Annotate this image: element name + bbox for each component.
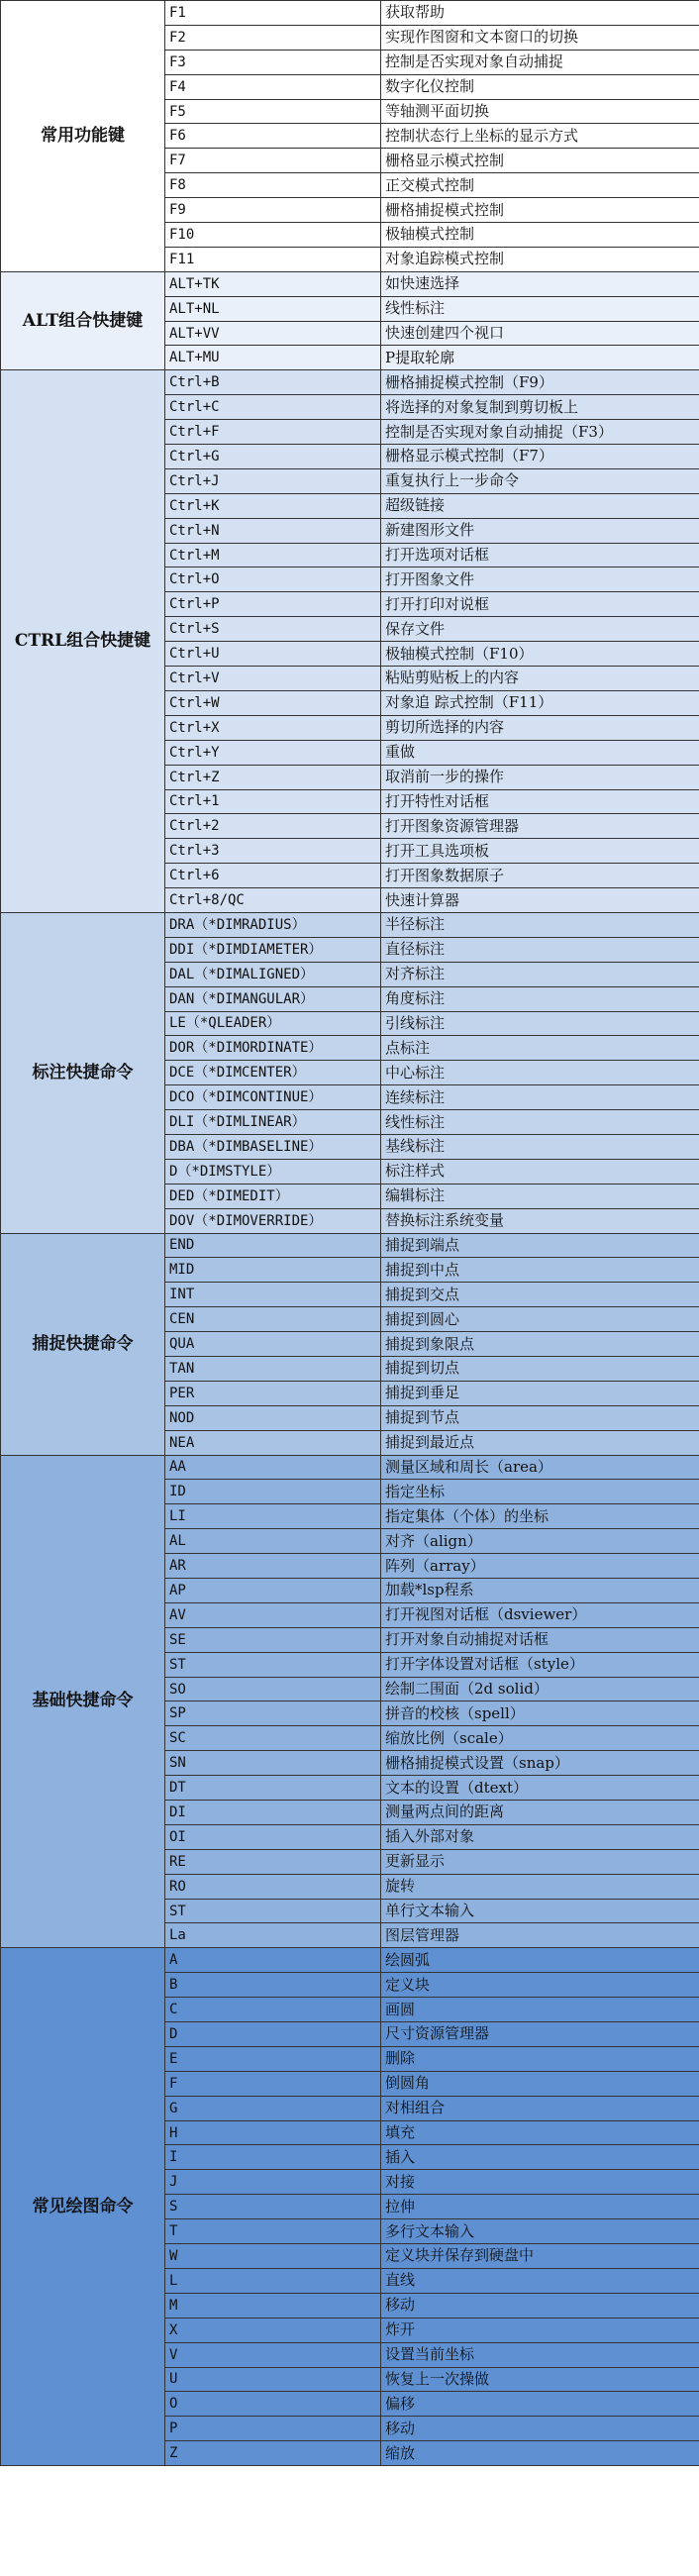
shortcut-key-cell: INT [165,1283,381,1307]
shortcut-description-cell: 绘制二围面（2d solid） [381,1677,699,1701]
shortcut-key-cell: DAL（*DIMALIGNED） [165,962,381,986]
table-row [1,1,699,26]
shortcut-description-cell: 打开选项对话框 [381,543,699,567]
shortcut-key-cell: Ctrl+Z [165,765,381,789]
shortcut-key-cell: OI [165,1824,381,1849]
shortcut-key-cell: SE [165,1627,381,1652]
shortcut-description-cell: 捕捉到最近点 [381,1430,699,1455]
shortcut-description-cell: 实现作图窗和文本窗口的切换 [381,25,699,50]
shortcut-key-cell: F5 [165,99,381,124]
shortcut-key-cell: DOR（*DIMORDINATE） [165,1036,381,1061]
shortcut-description-cell: 控制是否实现对象自动捕捉（F3） [381,420,699,445]
shortcut-key-cell: W [165,2244,381,2269]
shortcut-key-cell: F4 [165,74,381,99]
shortcut-key-cell: F [165,2071,381,2096]
category-cell: CTRL组合快捷键 [1,370,165,913]
shortcut-description-cell: 对齐（align） [381,1529,699,1554]
table-row [1,370,699,395]
shortcut-key-cell: Ctrl+K [165,493,381,518]
shortcut-description-cell: 捕捉到交点 [381,1283,699,1307]
shortcut-description-cell: P提取轮廓 [381,346,699,370]
shortcut-key-cell: DED（*DIMEDIT） [165,1184,381,1208]
shortcut-key-cell: ALT+VV [165,321,381,346]
shortcut-description-cell: 新建图形文件 [381,518,699,543]
shortcut-key-cell: NEA [165,1430,381,1455]
shortcut-key-cell: Ctrl+M [165,543,381,567]
shortcut-key-cell: T [165,2219,381,2244]
shortcut-description-cell: 栅格显示模式控制（F7） [381,445,699,469]
shortcut-description-cell: 打开图象数据原子 [381,864,699,888]
shortcut-description-cell: 打开工具选项板 [381,839,699,864]
shortcut-key-cell: DLI（*DIMLINEAR） [165,1110,381,1135]
shortcut-key-cell: D [165,2022,381,2047]
shortcut-description-cell: 对齐标注 [381,962,699,986]
shortcut-key-cell: DDI（*DIMDIAMETER） [165,937,381,962]
shortcut-description-cell: 半径标注 [381,912,699,937]
shortcut-description-cell: 替换标注系统变量 [381,1208,699,1233]
shortcut-description-cell: 设置当前坐标 [381,2342,699,2367]
shortcut-description-cell: 点标注 [381,1036,699,1061]
shortcut-key-cell: Ctrl+2 [165,814,381,839]
shortcut-key-cell: Ctrl+G [165,445,381,469]
shortcut-key-cell: Ctrl+V [165,667,381,691]
shortcut-description-cell: 栅格显示模式控制 [381,149,699,173]
shortcut-description-cell: 倒圆角 [381,2071,699,2096]
shortcut-description-cell: 控制是否实现对象自动捕捉 [381,50,699,74]
shortcut-description-cell: 角度标注 [381,986,699,1011]
shortcut-key-cell: S [165,2195,381,2219]
shortcut-key-cell: C [165,1998,381,2022]
category-cell: 标注快捷命令 [1,912,165,1233]
table-row [1,1233,699,1258]
table-row [1,271,699,296]
table-row [1,1948,699,1973]
shortcut-description-cell: 缩放 [381,2441,699,2466]
shortcut-description-cell: 正交模式控制 [381,173,699,198]
shortcut-description-cell: 指定集体（个体）的坐标 [381,1504,699,1529]
shortcut-key-cell: DAN（*DIMANGULAR） [165,986,381,1011]
shortcut-description-cell: 更新显示 [381,1849,699,1874]
shortcut-description-cell: 数字化仪控制 [381,74,699,99]
shortcut-description-cell: 移动 [381,2293,699,2318]
shortcut-description-cell: 尺寸资源管理器 [381,2022,699,2047]
shortcut-description-cell: 单行文本输入 [381,1899,699,1923]
shortcut-description-cell: 定义块并保存到硬盘中 [381,2244,699,2269]
shortcut-key-cell: Ctrl+Y [165,740,381,765]
shortcut-key-cell: AA [165,1455,381,1480]
shortcut-key-cell: RO [165,1874,381,1899]
shortcut-description-cell: 极轴模式控制（F10） [381,642,699,667]
shortcut-key-cell: F2 [165,25,381,50]
shortcut-description-cell: 如快速选择 [381,271,699,296]
shortcut-key-cell: Ctrl+C [165,395,381,420]
shortcut-description-cell: 线性标注 [381,296,699,321]
shortcut-key-cell: TAN [165,1356,381,1381]
shortcut-description-cell: 删除 [381,2046,699,2071]
shortcut-key-cell: SN [165,1751,381,1776]
shortcut-description-cell: 快速创建四个视口 [381,321,699,346]
shortcut-description-cell: 捕捉到端点 [381,1233,699,1258]
shortcut-key-cell: Ctrl+8/QC [165,888,381,913]
shortcut-key-cell: F9 [165,198,381,223]
shortcut-description-cell: 捕捉到圆心 [381,1307,699,1332]
shortcut-description-cell: 连续标注 [381,1085,699,1110]
category-cell: 常用功能键 [1,1,165,272]
shortcut-key-cell: END [165,1233,381,1258]
shortcut-key-cell: DBA（*DIMBASELINE） [165,1134,381,1159]
shortcut-description-cell: 偏移 [381,2392,699,2417]
category-cell: ALT组合快捷键 [1,271,165,370]
shortcut-description-cell: 插入 [381,2145,699,2170]
shortcut-description-cell: 捕捉到切点 [381,1356,699,1381]
shortcut-key-cell: V [165,2342,381,2367]
shortcut-key-cell: SO [165,1677,381,1701]
shortcut-key-cell: Z [165,2441,381,2466]
shortcut-description-cell: 中心标注 [381,1061,699,1085]
table-row [1,1455,699,1480]
shortcut-description-cell: 极轴模式控制 [381,223,699,248]
shortcut-key-cell: Ctrl+J [165,468,381,493]
shortcut-description-cell: 栅格捕捉模式设置（snap） [381,1751,699,1776]
shortcut-description-cell: 填充 [381,2120,699,2145]
shortcut-description-cell: 拼音的校核（spell） [381,1701,699,1726]
shortcut-description-cell: 捕捉到垂足 [381,1381,699,1405]
shortcut-description-cell: 测量区域和周长（area） [381,1455,699,1480]
shortcut-description-cell: 重复执行上一步命令 [381,468,699,493]
shortcut-key-cell: P [165,2417,381,2441]
shortcut-description-cell: 打开图象文件 [381,567,699,592]
shortcut-description-cell: 打开图象资源管理器 [381,814,699,839]
shortcut-key-cell: F10 [165,223,381,248]
shortcut-key-cell: Ctrl+U [165,642,381,667]
shortcut-key-cell: H [165,2120,381,2145]
shortcut-description-cell: 缩放比例（scale） [381,1726,699,1751]
shortcut-key-cell: DOV（*DIMOVERRIDE） [165,1208,381,1233]
shortcut-key-cell: ALT+NL [165,296,381,321]
shortcut-key-cell: AP [165,1579,381,1603]
shortcut-key-cell: M [165,2293,381,2318]
shortcut-key-cell: Ctrl+6 [165,864,381,888]
shortcut-key-cell: Ctrl+O [165,567,381,592]
shortcut-table-body [1,1,699,2466]
shortcut-description-cell: 等轴测平面切换 [381,99,699,124]
category-cell: 常见绘图命令 [1,1948,165,2466]
shortcut-description-cell: 拉伸 [381,2195,699,2219]
shortcut-description-cell: 测量两点间的距离 [381,1801,699,1825]
shortcut-description-cell: 重做 [381,740,699,765]
shortcut-description-cell: 粘贴剪贴板上的内容 [381,667,699,691]
shortcut-description-cell: 快速计算器 [381,888,699,913]
shortcut-description-cell: 直线 [381,2268,699,2293]
shortcut-key-cell: U [165,2367,381,2392]
shortcut-key-cell: ST [165,1652,381,1677]
shortcut-description-cell: 打开视图对话框（dsviewer） [381,1602,699,1627]
shortcut-key-cell: B [165,1973,381,1998]
shortcut-description-cell: 栅格捕捉模式控制 [381,198,699,223]
shortcut-key-cell: QUA [165,1332,381,1357]
shortcut-description-cell: 旋转 [381,1874,699,1899]
shortcut-key-cell: Ctrl+N [165,518,381,543]
shortcut-key-cell: I [165,2145,381,2170]
shortcut-description-cell: 标注样式 [381,1159,699,1184]
shortcut-key-cell: AL [165,1529,381,1554]
shortcut-key-cell: LE（*QLEADER） [165,1011,381,1036]
shortcut-description-cell: 取消前一步的操作 [381,765,699,789]
shortcut-description-cell: 画圆 [381,1998,699,2022]
shortcut-description-cell: 移动 [381,2417,699,2441]
shortcut-key-cell: F11 [165,247,381,271]
shortcut-description-cell: 图层管理器 [381,1923,699,1948]
category-cell: 捕捉快捷命令 [1,1233,165,1455]
shortcut-key-cell: MID [165,1258,381,1283]
shortcut-key-cell: D（*DIMSTYLE） [165,1159,381,1184]
shortcut-description-cell: 引线标注 [381,1011,699,1036]
shortcut-description-cell: 打开对象自动捕捉对话框 [381,1627,699,1652]
shortcut-description-cell: 超级链接 [381,493,699,518]
shortcut-key-cell: DT [165,1776,381,1801]
shortcut-description-cell: 绘圆弧 [381,1948,699,1973]
shortcut-description-cell: 打开打印对说框 [381,592,699,617]
shortcut-description-cell: 对象追踪模式控制 [381,247,699,271]
shortcut-key-cell: Ctrl+3 [165,839,381,864]
shortcut-description-cell: 将选择的对象复制到剪切板上 [381,395,699,420]
shortcut-key-cell: F7 [165,149,381,173]
shortcut-key-cell: DI [165,1801,381,1825]
shortcut-key-cell: F8 [165,173,381,198]
shortcut-description-cell: 阵列（array） [381,1554,699,1579]
shortcut-key-cell: Ctrl+P [165,592,381,617]
shortcut-key-cell: La [165,1923,381,1948]
shortcut-description-cell: 打开特性对话框 [381,789,699,814]
shortcut-key-cell: Ctrl+S [165,617,381,642]
shortcut-key-cell: F1 [165,1,381,26]
shortcut-description-cell: 捕捉到象限点 [381,1332,699,1357]
shortcut-description-cell: 捕捉到节点 [381,1405,699,1430]
shortcut-description-cell: 剪切所选择的内容 [381,715,699,740]
shortcut-description-cell: 捕捉到中点 [381,1258,699,1283]
shortcut-key-cell: AV [165,1602,381,1627]
shortcut-key-cell: Ctrl+F [165,420,381,445]
shortcut-key-cell: J [165,2170,381,2195]
shortcut-key-cell: CEN [165,1307,381,1332]
shortcut-key-cell: RE [165,1849,381,1874]
shortcut-description-cell: 加载*lsp程系 [381,1579,699,1603]
shortcut-key-cell: AR [165,1554,381,1579]
shortcut-description-cell: 保存文件 [381,617,699,642]
shortcut-key-cell: ST [165,1899,381,1923]
table-row [1,912,699,937]
shortcut-key-cell: Ctrl+B [165,370,381,395]
shortcut-key-cell: PER [165,1381,381,1405]
shortcut-description-cell: 定义块 [381,1973,699,1998]
shortcut-description-cell: 打开字体设置对话框（style） [381,1652,699,1677]
shortcut-key-cell: O [165,2392,381,2417]
shortcut-description-cell: 控制状态行上坐标的显示方式 [381,124,699,149]
shortcut-description-cell: 恢复上一次操做 [381,2367,699,2392]
shortcut-key-cell: Ctrl+1 [165,789,381,814]
shortcut-key-cell: DCO（*DIMCONTINUE） [165,1085,381,1110]
shortcut-key-cell: L [165,2268,381,2293]
shortcut-key-cell: A [165,1948,381,1973]
shortcut-key-cell: ALT+TK [165,271,381,296]
shortcut-description-cell: 文本的设置（dtext） [381,1776,699,1801]
shortcut-description-cell: 线性标注 [381,1110,699,1135]
shortcut-key-cell: G [165,2096,381,2120]
shortcut-key-cell: DRA（*DIMRADIUS） [165,912,381,937]
shortcut-key-cell: SP [165,1701,381,1726]
shortcut-key-cell: DCE（*DIMCENTER） [165,1061,381,1085]
shortcut-description-cell: 对接 [381,2170,699,2195]
shortcut-key-cell: SC [165,1726,381,1751]
shortcut-key-cell: F6 [165,124,381,149]
category-cell: 基础快捷命令 [1,1455,165,1948]
shortcut-description-cell: 指定坐标 [381,1480,699,1504]
shortcut-description-cell: 插入外部对象 [381,1824,699,1849]
shortcut-key-cell: NOD [165,1405,381,1430]
shortcut-description-cell: 炸开 [381,2318,699,2342]
shortcut-key-cell: Ctrl+X [165,715,381,740]
shortcut-key-cell: LI [165,1504,381,1529]
shortcut-description-cell: 获取帮助 [381,1,699,26]
shortcut-key-cell: ID [165,1480,381,1504]
shortcut-description-cell: 多行文本输入 [381,2219,699,2244]
shortcut-description-cell: 基线标注 [381,1134,699,1159]
shortcut-description-cell: 栅格捕捉模式控制（F9） [381,370,699,395]
shortcut-description-cell: 对相组合 [381,2096,699,2120]
shortcut-key-cell: E [165,2046,381,2071]
shortcut-description-cell: 编辑标注 [381,1184,699,1208]
shortcut-key-cell: Ctrl+W [165,690,381,715]
shortcut-description-cell: 对象追 踪式控制（F11） [381,690,699,715]
shortcut-key-cell: F3 [165,50,381,74]
shortcut-key-cell: X [165,2318,381,2342]
shortcut-description-cell: 直径标注 [381,937,699,962]
shortcut-key-cell: ALT+MU [165,346,381,370]
